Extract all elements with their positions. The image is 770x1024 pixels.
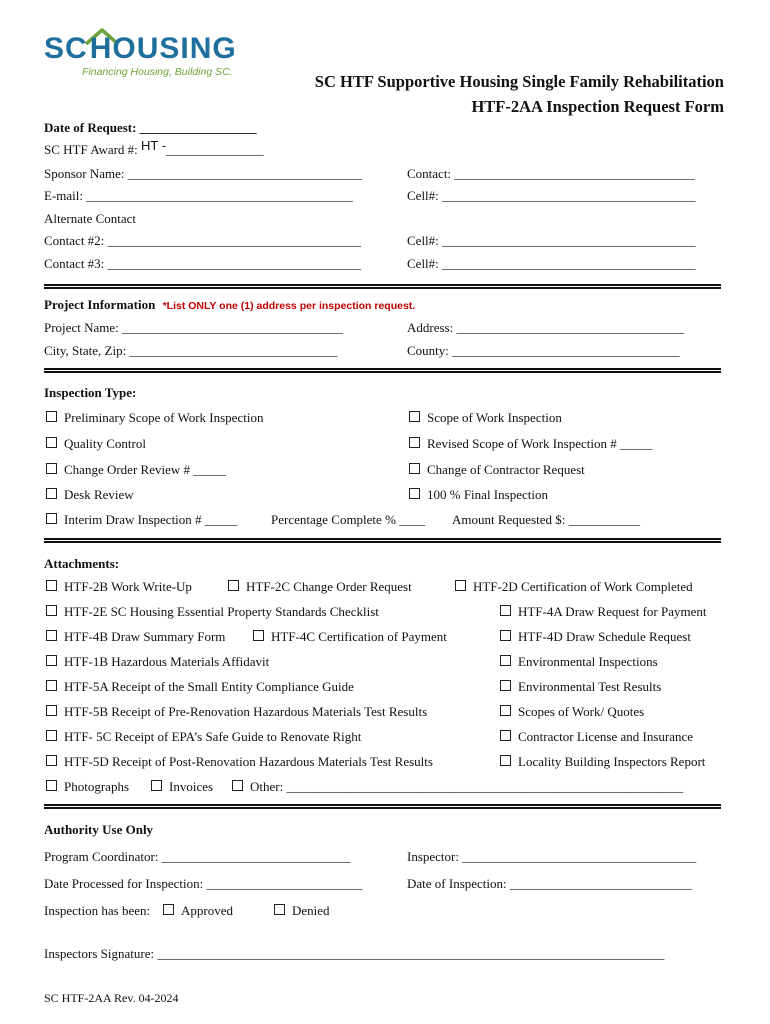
project-info-title: Project Information bbox=[44, 297, 156, 312]
checkbox-locality[interactable] bbox=[500, 754, 705, 770]
photographs-label: Photographs bbox=[64, 779, 129, 794]
authority-heading: Authority Use Only bbox=[44, 822, 154, 837]
checkbox-icon[interactable] bbox=[163, 904, 174, 915]
section-divider bbox=[44, 368, 721, 370]
invoices-label: Invoices bbox=[169, 779, 214, 794]
license-label: Contractor License and Insurance bbox=[518, 729, 694, 744]
address-field[interactable]: Address: ___________________________________ bbox=[407, 320, 684, 335]
checkbox-scope[interactable] bbox=[409, 410, 562, 426]
logo-housing-text: HOUSING bbox=[89, 32, 237, 65]
checkbox-icon[interactable] bbox=[46, 680, 57, 691]
program-coordinator-field[interactable]: Program Coordinator: _____________________________ bbox=[44, 849, 351, 864]
form-title-line2: HTF-2AA Inspection Request Form bbox=[471, 97, 724, 116]
checkbox-htf5d[interactable] bbox=[46, 754, 433, 770]
checkbox-htf5b[interactable] bbox=[46, 704, 427, 720]
award-label: SC HTF Award #: bbox=[44, 142, 142, 157]
amount-requested-field[interactable]: Amount Requested $: ___________ bbox=[452, 512, 641, 527]
checkbox-icon[interactable] bbox=[46, 730, 57, 741]
checkbox-htf4b[interactable] bbox=[46, 629, 225, 645]
contact3-field[interactable]: Contact #3: _______________________________________ bbox=[44, 256, 362, 271]
checkbox-icon[interactable] bbox=[500, 730, 511, 741]
date-processed-field[interactable]: Date Processed for Inspection: ________________________ bbox=[44, 876, 363, 891]
checkbox-preliminary[interactable] bbox=[46, 410, 263, 426]
scopes-label: Scopes of Work/ Quotes bbox=[518, 704, 645, 719]
checkbox-icon[interactable] bbox=[46, 488, 57, 499]
checkbox-change-order[interactable] bbox=[46, 462, 226, 478]
checkbox-icon[interactable] bbox=[500, 705, 511, 716]
denied-label: Denied bbox=[292, 903, 330, 918]
checkbox-icon[interactable] bbox=[500, 755, 511, 766]
checkbox-icon[interactable] bbox=[46, 630, 57, 641]
change-contractor-label: Change of Contractor Request bbox=[427, 462, 585, 477]
checkbox-icon[interactable] bbox=[232, 780, 243, 791]
checkbox-env-test[interactable] bbox=[500, 679, 661, 695]
checkbox-quality[interactable] bbox=[46, 436, 146, 452]
city-state-zip-field[interactable]: City, State, Zip: ________________________________ bbox=[44, 343, 338, 358]
section-divider bbox=[44, 804, 721, 806]
inspection-has-been-label: Inspection has been: bbox=[44, 903, 151, 918]
checkbox-icon[interactable] bbox=[409, 437, 420, 448]
checkbox-interim[interactable] bbox=[46, 512, 237, 528]
section-divider bbox=[44, 284, 721, 286]
checkbox-icon[interactable] bbox=[46, 513, 57, 524]
checkbox-htf5a[interactable] bbox=[46, 679, 354, 695]
checkbox-photographs[interactable] bbox=[46, 779, 129, 795]
checkbox-icon[interactable] bbox=[46, 411, 57, 422]
award-blank: _______________ bbox=[166, 142, 264, 157]
county-field[interactable]: County: ___________________________________ bbox=[407, 343, 680, 358]
date-of-inspection-field[interactable]: Date of Inspection: ____________________________ bbox=[407, 876, 692, 891]
checkbox-desk[interactable] bbox=[46, 487, 134, 503]
checkbox-icon[interactable] bbox=[500, 605, 511, 616]
date-of-request-field[interactable]: Date of Request: __________________ bbox=[44, 120, 257, 135]
htf2d-label: HTF-2D Certification of Work Completed bbox=[473, 579, 693, 594]
project-name-field[interactable]: Project Name: __________________________________ bbox=[44, 320, 343, 335]
change-order-label: Change Order Review # _____ bbox=[64, 462, 226, 477]
checkbox-final[interactable] bbox=[409, 487, 548, 503]
htf1b-label: HTF-1B Hazardous Materials Affidavit bbox=[64, 654, 270, 669]
checkbox-env-inspections[interactable] bbox=[500, 654, 658, 670]
htf2b-label: HTF-2B Work Write-Up bbox=[64, 579, 192, 594]
checkbox-license[interactable] bbox=[500, 729, 693, 745]
checkbox-htf4c[interactable] bbox=[253, 629, 447, 645]
checkbox-icon[interactable] bbox=[46, 780, 57, 791]
checkbox-icon[interactable] bbox=[500, 655, 511, 666]
checkbox-icon[interactable] bbox=[46, 605, 57, 616]
htf5d-label: HTF-5D Receipt of Post-Renovation Hazardous Materials Test Results bbox=[64, 754, 433, 769]
percentage-complete-field[interactable]: Percentage Complete % ____ bbox=[271, 512, 426, 527]
checkbox-htf5c[interactable] bbox=[46, 729, 361, 745]
interim-label: Interim Draw Inspection # _____ bbox=[64, 512, 238, 527]
cell2-field[interactable]: Cell#: _______________________________________ bbox=[407, 233, 696, 248]
checkbox-icon[interactable] bbox=[274, 904, 285, 915]
sponsor-name-field[interactable]: Sponsor Name: ____________________________________ bbox=[44, 166, 362, 181]
checkbox-icon[interactable] bbox=[228, 580, 239, 591]
alternate-contact-label: Alternate Contact bbox=[44, 211, 137, 226]
checkbox-revised[interactable] bbox=[409, 436, 652, 452]
scope-label: Scope of Work Inspection bbox=[427, 410, 562, 425]
env-test-label: Environmental Test Results bbox=[518, 679, 662, 694]
award-number-field[interactable] bbox=[44, 138, 264, 158]
checkbox-icon[interactable] bbox=[46, 437, 57, 448]
checkbox-icon[interactable] bbox=[151, 780, 162, 791]
form-title-line1: SC HTF Supportive Housing Single Family Rehabilitation bbox=[314, 72, 724, 91]
checkbox-icon[interactable] bbox=[409, 411, 420, 422]
checkbox-icon[interactable] bbox=[46, 655, 57, 666]
checkbox-icon[interactable] bbox=[409, 488, 420, 499]
approved-label: Approved bbox=[181, 903, 233, 918]
htf5b-label: HTF-5B Receipt of Pre-Renovation Hazardous Materials Test Results bbox=[64, 704, 428, 719]
other-field[interactable]: Other: _____________________________________________________________ bbox=[250, 779, 683, 794]
checkbox-icon[interactable] bbox=[46, 463, 57, 474]
htf4c-label: HTF-4C Certification of Payment bbox=[271, 629, 447, 644]
checkbox-scopes[interactable] bbox=[500, 704, 644, 720]
checkbox-htf2c[interactable] bbox=[228, 579, 412, 595]
email-field[interactable]: E-mail: _________________________________________ bbox=[44, 188, 353, 203]
checkbox-icon[interactable] bbox=[46, 580, 57, 591]
desk-label: Desk Review bbox=[64, 487, 134, 502]
checkbox-icon[interactable] bbox=[500, 630, 511, 641]
checkbox-icon[interactable] bbox=[253, 630, 264, 641]
logo-tagline: Financing Housing, Building SC. bbox=[82, 66, 233, 78]
final-label: 100 % Final Inspection bbox=[427, 487, 548, 502]
checkbox-icon[interactable] bbox=[455, 580, 466, 591]
env-inspections-label: Environmental Inspections bbox=[518, 654, 658, 669]
checkbox-icon[interactable] bbox=[500, 680, 511, 691]
locality-label: Locality Building Inspectors Report bbox=[518, 754, 706, 769]
attachments-heading: Attachments: bbox=[44, 556, 120, 571]
htf5a-label: HTF-5A Receipt of the Small Entity Compliance Guide bbox=[64, 679, 354, 694]
section-divider bbox=[44, 538, 721, 540]
preliminary-label: Preliminary Scope of Work Inspection bbox=[64, 410, 264, 425]
cell3-field[interactable]: Cell#: _______________________________________ bbox=[407, 256, 696, 271]
contact2-field[interactable]: Contact #2: _______________________________________ bbox=[44, 233, 362, 248]
inspectors-signature-field[interactable]: Inspectors Signature: ______________________________________________________________________________ bbox=[44, 946, 665, 961]
inspection-type-heading: Inspection Type: bbox=[44, 385, 137, 400]
htf4a-label: HTF-4A Draw Request for Payment bbox=[518, 604, 707, 619]
checkbox-htf2e[interactable] bbox=[46, 604, 379, 620]
htf2c-label: HTF-2C Change Order Request bbox=[246, 579, 412, 594]
checkbox-htf2d[interactable] bbox=[455, 579, 693, 595]
htf4b-label: HTF-4B Draw Summary Form bbox=[64, 629, 226, 644]
project-info-note: *List ONLY one (1) address per inspection request. bbox=[162, 300, 416, 312]
checkbox-htf4a[interactable] bbox=[500, 604, 706, 620]
checkbox-other[interactable] bbox=[232, 779, 683, 795]
checkbox-htf1b[interactable] bbox=[46, 654, 269, 670]
logo bbox=[44, 26, 237, 78]
checkbox-denied[interactable] bbox=[274, 903, 330, 919]
contact-field[interactable]: Contact: _____________________________________ bbox=[407, 166, 695, 181]
htf4d-label: HTF-4D Draw Schedule Request bbox=[518, 629, 691, 644]
inspector-field[interactable]: Inspector: ____________________________________ bbox=[407, 849, 697, 864]
award-value: HT - bbox=[141, 138, 167, 153]
quality-label: Quality Control bbox=[64, 436, 146, 451]
logo-sc-text: SC bbox=[44, 32, 88, 65]
revised-label: Revised Scope of Work Inspection # _____ bbox=[427, 436, 653, 451]
checkbox-icon[interactable] bbox=[46, 705, 57, 716]
cell-field[interactable]: Cell#: _______________________________________ bbox=[407, 188, 696, 203]
checkbox-invoices[interactable] bbox=[151, 779, 213, 795]
checkbox-icon[interactable] bbox=[46, 755, 57, 766]
htf2e-label: HTF-2E SC Housing Essential Property Standards Checklist bbox=[64, 604, 379, 619]
htf5c-label: HTF- 5C Receipt of EPA’s Safe Guide to Renovate Right bbox=[64, 729, 362, 744]
checkbox-icon[interactable] bbox=[409, 463, 420, 474]
project-info-heading bbox=[44, 297, 415, 313]
checkbox-htf4d[interactable] bbox=[500, 629, 691, 645]
checkbox-change-contractor[interactable] bbox=[409, 462, 585, 478]
checkbox-approved[interactable] bbox=[163, 903, 233, 919]
revision-footer: SC HTF-2AA Rev. 04-2024 bbox=[44, 991, 179, 1005]
checkbox-htf2b[interactable] bbox=[46, 579, 192, 595]
